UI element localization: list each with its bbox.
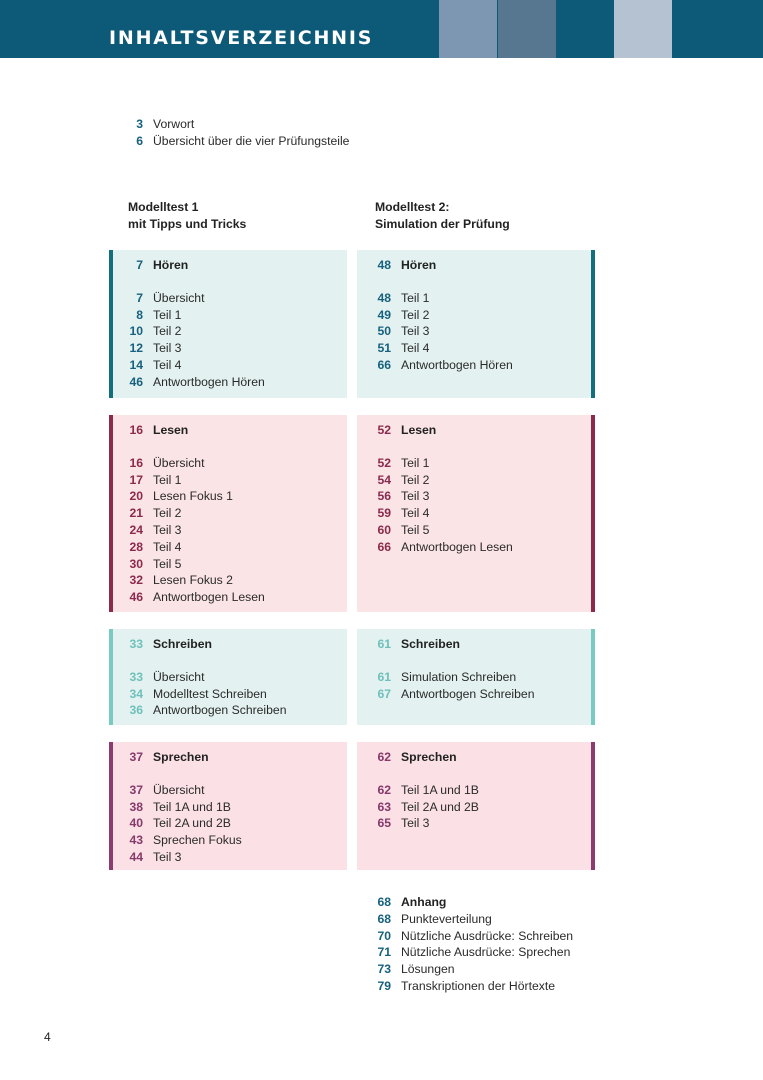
page-number: 7 xyxy=(136,290,143,305)
page-number: 32 xyxy=(129,573,143,588)
toc-entry xyxy=(109,488,347,505)
page-number: 43 xyxy=(129,833,143,848)
entry-label: Hören xyxy=(401,258,437,272)
page-number: 70 xyxy=(377,928,391,943)
toc-entry xyxy=(357,307,591,324)
header-color-block xyxy=(614,0,672,58)
entry-label: Teil 1A und 1B xyxy=(401,782,479,797)
entry-label: Teil 3 xyxy=(401,324,430,339)
section-box-sprechen-mt2 xyxy=(357,742,595,870)
page-number: 73 xyxy=(377,962,391,977)
page-number: 46 xyxy=(129,374,143,389)
entry-label: Teil 2 xyxy=(153,324,182,339)
toc-entry xyxy=(109,472,347,489)
entry-label: Schreiben xyxy=(153,637,212,651)
entry-label: Schreiben xyxy=(401,637,460,651)
toc-entry xyxy=(357,323,591,340)
page-number: 40 xyxy=(129,816,143,831)
entry-label: Teil 2 xyxy=(401,307,430,322)
page-number: 10 xyxy=(129,324,143,339)
page-number: 21 xyxy=(129,506,143,521)
toc-entry xyxy=(357,961,573,978)
page-number: 48 xyxy=(377,290,391,305)
page-number: 12 xyxy=(129,341,143,356)
toc-entry xyxy=(109,133,349,150)
page-number: 50 xyxy=(377,324,391,339)
toc-entry xyxy=(357,505,591,522)
column-heading-line: Simulation der Prüfung xyxy=(375,217,510,231)
entry-label: Teil 1 xyxy=(401,455,430,470)
page-number: 61 xyxy=(377,637,391,651)
toc-entry xyxy=(109,556,347,573)
entry-label: Hören xyxy=(153,258,189,272)
toc-entry xyxy=(357,978,573,995)
page-number: 56 xyxy=(377,489,391,504)
page-number: 52 xyxy=(377,455,391,470)
toc-entry xyxy=(357,340,591,357)
page-number: 37 xyxy=(129,782,143,797)
entry-label: Antwortbogen Lesen xyxy=(401,539,513,554)
page-number: 62 xyxy=(377,782,391,797)
section-box-lesen-mt2 xyxy=(357,415,595,612)
page-number-footer: 4 xyxy=(44,1030,51,1044)
page-header xyxy=(0,0,763,58)
page-number: 34 xyxy=(129,686,143,701)
entry-label: Sprechen Fokus xyxy=(153,833,242,848)
page-number: 63 xyxy=(377,799,391,814)
page-number: 65 xyxy=(377,816,391,831)
entry-label: Antwortbogen Hören xyxy=(153,374,265,389)
entry-label: Teil 5 xyxy=(401,522,430,537)
toc-entry xyxy=(109,505,347,522)
toc-entry xyxy=(109,832,347,849)
header-color-block xyxy=(498,0,556,58)
spacer xyxy=(109,653,347,669)
page-number: 33 xyxy=(129,669,143,684)
section-heading xyxy=(109,422,347,439)
entry-label: Antwortbogen Schreiben xyxy=(153,703,287,718)
entry-label: Lesen Fokus 1 xyxy=(153,489,233,504)
page-number: 68 xyxy=(377,895,391,909)
toc-entry xyxy=(109,323,347,340)
page-number: 6 xyxy=(136,133,143,148)
appendix-heading xyxy=(357,894,573,911)
page-number: 54 xyxy=(377,472,391,487)
page-number: 49 xyxy=(377,307,391,322)
entry-label: Sprechen xyxy=(401,750,457,764)
toc-entry xyxy=(357,782,591,799)
page-number: 51 xyxy=(377,341,391,356)
spacer xyxy=(109,766,347,782)
page-number: 30 xyxy=(129,556,143,571)
entry-label: Lesen Fokus 2 xyxy=(153,573,233,588)
entry-label: Übersicht xyxy=(153,782,205,797)
entry-label: Übersicht xyxy=(153,290,205,305)
page-title: INHALTSVERZEICHNIS xyxy=(109,27,374,49)
toc-entry xyxy=(357,455,591,472)
entry-label: Antwortbogen Schreiben xyxy=(401,686,535,701)
page-number: 60 xyxy=(377,522,391,537)
toc-entry xyxy=(109,815,347,832)
header-color-block xyxy=(556,0,613,58)
toc-entry xyxy=(357,488,591,505)
toc-entry xyxy=(109,782,347,799)
spacer xyxy=(357,274,591,290)
entry-label: Teil 3 xyxy=(401,489,430,504)
page-number: 20 xyxy=(129,489,143,504)
toc-entry xyxy=(357,290,591,307)
spacer xyxy=(109,439,347,455)
entry-label: Teil 2A und 2B xyxy=(401,799,479,814)
entry-label: Nützliche Ausdrücke: Schreiben xyxy=(401,928,574,943)
intro-entries xyxy=(109,116,349,150)
section-box-sprechen-mt1 xyxy=(109,742,347,870)
section-heading xyxy=(357,422,591,439)
page-number: 7 xyxy=(136,258,143,272)
column-heading-line: Modelltest 1 xyxy=(128,200,199,214)
page-number: 68 xyxy=(377,911,391,926)
page-number: 3 xyxy=(136,117,143,131)
toc-entry xyxy=(109,702,347,719)
column-heading-modelltest-2 xyxy=(375,199,510,233)
spacer xyxy=(357,766,591,782)
section-box-lesen-mt1 xyxy=(109,415,347,612)
toc-entry xyxy=(357,357,591,374)
page-number: 24 xyxy=(129,522,143,537)
entry-label: Teil 4 xyxy=(153,357,182,372)
page-number: 28 xyxy=(129,539,143,554)
page-number: 62 xyxy=(377,750,391,764)
entry-label: Teil 2A und 2B xyxy=(153,816,231,831)
spacer xyxy=(109,274,347,290)
page-number: 61 xyxy=(377,669,391,684)
entry-label: Teil 1 xyxy=(153,307,182,322)
entry-label: Teil 5 xyxy=(153,556,182,571)
page-number: 67 xyxy=(377,686,391,701)
spacer xyxy=(357,653,591,669)
page-number: 59 xyxy=(377,506,391,521)
toc-entry xyxy=(357,911,573,928)
entry-label: Teil 3 xyxy=(153,522,182,537)
page-number: 66 xyxy=(377,357,391,372)
entry-label: Modelltest Schreiben xyxy=(153,686,267,701)
toc-entry xyxy=(109,340,347,357)
spacer xyxy=(357,439,591,455)
toc-entry xyxy=(109,374,347,391)
toc-entry xyxy=(109,572,347,589)
section-heading xyxy=(109,636,347,653)
entry-label: Teil 2 xyxy=(401,472,430,487)
page-number: 66 xyxy=(377,539,391,554)
page-number: 33 xyxy=(129,637,143,651)
toc-entry xyxy=(357,928,573,945)
entry-label: Teil 1 xyxy=(401,290,430,305)
toc-entry xyxy=(109,357,347,374)
page-number: 38 xyxy=(129,799,143,814)
section-box-schreiben-mt1 xyxy=(109,629,347,725)
entry-label: Übersicht über die vier Prüfungsteile xyxy=(153,133,350,148)
toc-entry xyxy=(109,307,347,324)
toc-entry xyxy=(357,686,591,703)
entry-label: Teil 4 xyxy=(401,341,430,356)
entry-label: Teil 1 xyxy=(153,472,182,487)
toc-entry xyxy=(357,539,591,556)
appendix-section xyxy=(357,894,573,995)
page-number: 71 xyxy=(377,945,391,960)
page-number: 48 xyxy=(377,258,391,272)
entry-label: Übersicht xyxy=(153,669,205,684)
entry-label: Lösungen xyxy=(401,962,455,977)
section-box-hoeren-mt1 xyxy=(109,250,347,398)
page-number: 46 xyxy=(129,590,143,605)
entry-label: Teil 3 xyxy=(153,849,182,864)
page-number: 37 xyxy=(129,750,143,764)
section-heading xyxy=(357,749,591,766)
column-heading-line: mit Tipps und Tricks xyxy=(128,217,247,231)
toc-entry xyxy=(109,455,347,472)
toc-entry xyxy=(357,944,573,961)
toc-entry xyxy=(357,815,591,832)
column-heading-line: Modelltest 2: xyxy=(375,200,450,214)
entry-label: Übersicht xyxy=(153,455,205,470)
entry-label: Nützliche Ausdrücke: Sprechen xyxy=(401,945,571,960)
toc-entry xyxy=(109,799,347,816)
section-heading xyxy=(109,749,347,766)
toc-entry xyxy=(357,669,591,686)
page-number: 52 xyxy=(377,423,391,437)
entry-label: Teil 1A und 1B xyxy=(153,799,231,814)
page-number: 36 xyxy=(129,703,143,718)
toc-entry xyxy=(357,799,591,816)
toc-entry xyxy=(357,522,591,539)
toc-entry xyxy=(109,116,349,133)
entry-label: Teil 3 xyxy=(153,341,182,356)
section-box-hoeren-mt2 xyxy=(357,250,595,398)
entry-label: Punkteverteilung xyxy=(401,911,492,926)
section-box-schreiben-mt2 xyxy=(357,629,595,725)
section-heading xyxy=(357,636,591,653)
page-number: 17 xyxy=(129,472,143,487)
entry-label: Vorwort xyxy=(153,117,195,131)
toc-entry xyxy=(109,686,347,703)
entry-label: Teil 4 xyxy=(401,506,430,521)
column-heading-modelltest-1 xyxy=(128,199,246,233)
page-number: 16 xyxy=(129,423,143,437)
toc-entry xyxy=(109,522,347,539)
entry-label: Sprechen xyxy=(153,750,209,764)
toc-entry xyxy=(109,589,347,606)
entry-label: Teil 4 xyxy=(153,539,182,554)
page-number: 44 xyxy=(129,849,143,864)
section-heading xyxy=(357,257,591,274)
entry-label: Transkriptionen der Hörtexte xyxy=(401,978,555,993)
section-heading xyxy=(109,257,347,274)
entry-label: Simulation Schreiben xyxy=(401,669,517,684)
page-number: 79 xyxy=(377,978,391,993)
entry-label: Antwortbogen Hören xyxy=(401,357,513,372)
entry-label: Anhang xyxy=(401,895,447,909)
toc-entry xyxy=(109,290,347,307)
entry-label: Lesen xyxy=(401,423,437,437)
entry-label: Antwortbogen Lesen xyxy=(153,590,265,605)
page-number: 14 xyxy=(129,357,143,372)
entry-label: Teil 3 xyxy=(401,816,430,831)
entry-label: Lesen xyxy=(153,423,189,437)
page-number: 8 xyxy=(136,307,143,322)
toc-entry xyxy=(109,669,347,686)
toc-entry xyxy=(357,472,591,489)
page-number: 16 xyxy=(129,455,143,470)
entry-label: Teil 2 xyxy=(153,506,182,521)
toc-entry xyxy=(109,539,347,556)
toc-entry xyxy=(109,849,347,866)
header-color-block xyxy=(439,0,497,58)
